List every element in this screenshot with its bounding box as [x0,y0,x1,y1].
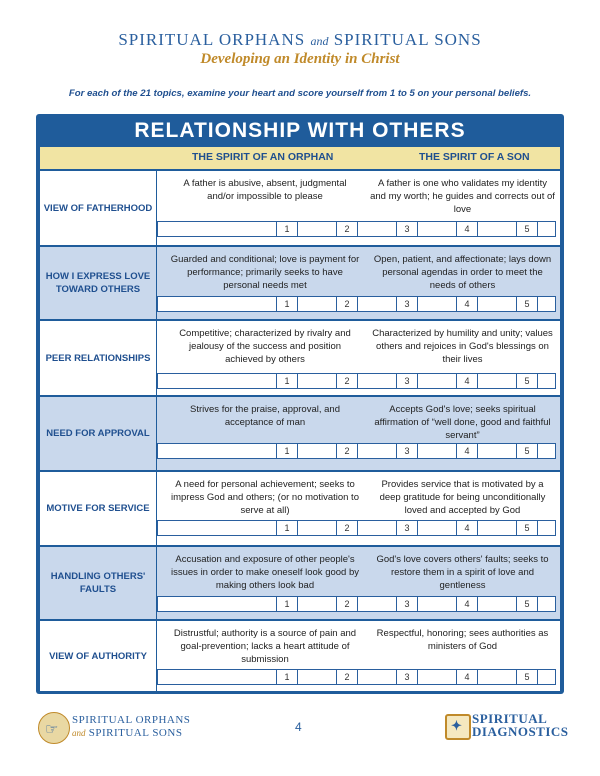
score-box-3[interactable]: 3 [396,669,418,685]
score-scale [157,296,556,312]
score-scale [157,443,556,459]
column-header-orphan: THE SPIRIT OF AN ORPHAN [192,151,334,163]
score-box-4[interactable]: 4 [456,669,478,685]
score-box-5[interactable]: 5 [516,596,538,612]
page-subtitle: Developing an Identity in Christ [200,51,400,67]
orphan-description: Distrustful; authority is a source of pain and goal-prevention; lacks a heart attitude of submission [173,628,357,665]
title-part2: SPIRITUAL SONS [333,30,482,49]
footer-logo-text [72,714,190,740]
son-description: Provides service that is motivated by a deep gratitude for being unconditionally loved and accepted by God [379,479,546,516]
open-book-icon: ✦ [445,714,471,740]
score-box-4[interactable]: 4 [456,373,478,389]
score-box-5[interactable]: 5 [516,221,538,237]
score-box-4[interactable]: 4 [456,221,478,237]
footer-brand [472,712,569,738]
score-box-1[interactable]: 1 [276,520,298,536]
score-box-2[interactable]: 2 [336,596,358,612]
orphan-description: Strives for the praise, approval, and acceptance of man [190,404,340,428]
column-divider [156,397,157,470]
score-box-1[interactable]: 1 [276,373,298,389]
page-title [0,30,600,50]
score-scale [157,596,556,612]
topic-row [40,247,560,319]
footer-brand-line2: DIAGNOSTICS [472,724,569,739]
topic-label: HANDLING OTHERS' FAULTS [50,571,146,595]
score-box-3[interactable]: 3 [396,520,418,536]
score-box-2[interactable]: 2 [336,221,358,237]
score-box-3[interactable]: 3 [396,373,418,389]
page-header [0,30,600,68]
orphan-description: A father is abusive, absent, judgmental and/or impossible to please [183,178,347,202]
score-scale [157,373,556,389]
topic-row [40,621,560,691]
score-box-4[interactable]: 4 [456,443,478,459]
page-footer [0,706,600,756]
topic-row [40,397,560,470]
score-box-4[interactable]: 4 [456,596,478,612]
score-box-1[interactable]: 1 [276,596,298,612]
footer-logo-line2: SPIRITUAL SONS [88,727,183,739]
section-title: RELATIONSHIP WITH OTHERS [134,119,466,142]
son-description: Accepts God's love; seeks spiritual affirmation of “well done, good and faithful servant” [374,404,551,441]
score-box-1[interactable]: 1 [276,669,298,685]
topic-row [40,547,560,619]
topic-label: PEER RELATIONSHIPS [45,352,151,364]
topic-label: NEED FOR APPROVAL [46,428,150,439]
orphan-description: Competitive; characterized by rivalry and jealousy of the success and position achieved by others [179,328,351,365]
column-header-son: THE SPIRIT OF A SON [419,151,530,163]
orphan-description: Accusation and exposure of other people's issues in order to make oneself look good by making others look bad [171,554,359,591]
score-box-5[interactable]: 5 [516,373,538,389]
footer-logo-line1: SPIRITUAL ORPHANS [72,714,191,726]
orphan-description: Guarded and conditional; love is payment for performance; primarily seeks to have personal needs met [170,254,360,291]
instructions: For each of the 21 topics, examine your heart and score yourself from 1 to 5 on your personal beliefs. [68,88,532,99]
score-box-1[interactable]: 1 [276,221,298,237]
score-scale [157,221,556,237]
score-box-5[interactable]: 5 [516,669,538,685]
footer-brand-line1: SPIRITUAL [472,711,548,726]
score-box-3[interactable]: 3 [396,296,418,312]
score-box-2[interactable]: 2 [336,296,358,312]
score-box-5[interactable]: 5 [516,296,538,312]
score-box-2[interactable]: 2 [336,520,358,536]
topic-row [40,472,560,545]
score-scale [157,669,556,685]
score-box-2[interactable]: 2 [336,373,358,389]
topic-row [40,321,560,395]
score-box-4[interactable]: 4 [456,296,478,312]
son-description: Respectful, honoring; sees authorities as ministers of God [376,628,549,652]
son-description: Open, patient, and affectionate; lays down personal agendas in order to meet the needs of others [373,254,552,291]
score-box-3[interactable]: 3 [396,443,418,459]
score-box-3[interactable]: 3 [396,596,418,612]
praying-hands-logo-icon: ☞ [38,712,70,744]
son-description: Characterized by humility and unity; values others and rejoices in God's blessings on their lives [372,328,553,365]
title-and: and [310,34,329,48]
column-header-bar [40,147,560,169]
topic-label: VIEW OF AUTHORITY [49,650,147,662]
score-box-5[interactable]: 5 [516,443,538,459]
topic-label: HOW I EXPRESS LOVE TOWARD OTHERS [45,271,151,295]
score-box-2[interactable]: 2 [336,669,358,685]
score-box-3[interactable]: 3 [396,221,418,237]
score-box-5[interactable]: 5 [516,520,538,536]
topic-label: MOTIVE FOR SERVICE [46,503,150,514]
score-box-1[interactable]: 1 [276,296,298,312]
orphan-description: A need for personal achievement; seeks to impress God and others; (or no motivation to serve at all) [171,479,359,516]
son-description: A father is one who validates my identity and my worth; he guides and corrects out of love [370,178,555,215]
score-box-4[interactable]: 4 [456,520,478,536]
footer-logo-and: and [72,728,86,738]
title-part1: SPIRITUAL ORPHANS [118,30,306,49]
page-number: 4 [295,720,302,734]
son-description: God's love covers others' faults; seeks to restore them in a spirit of love and gentleness [376,554,549,591]
topic-label: VIEW OF FATHERHOOD [43,202,153,214]
score-box-2[interactable]: 2 [336,443,358,459]
score-box-1[interactable]: 1 [276,443,298,459]
topic-row [40,171,560,245]
score-scale [157,520,556,536]
